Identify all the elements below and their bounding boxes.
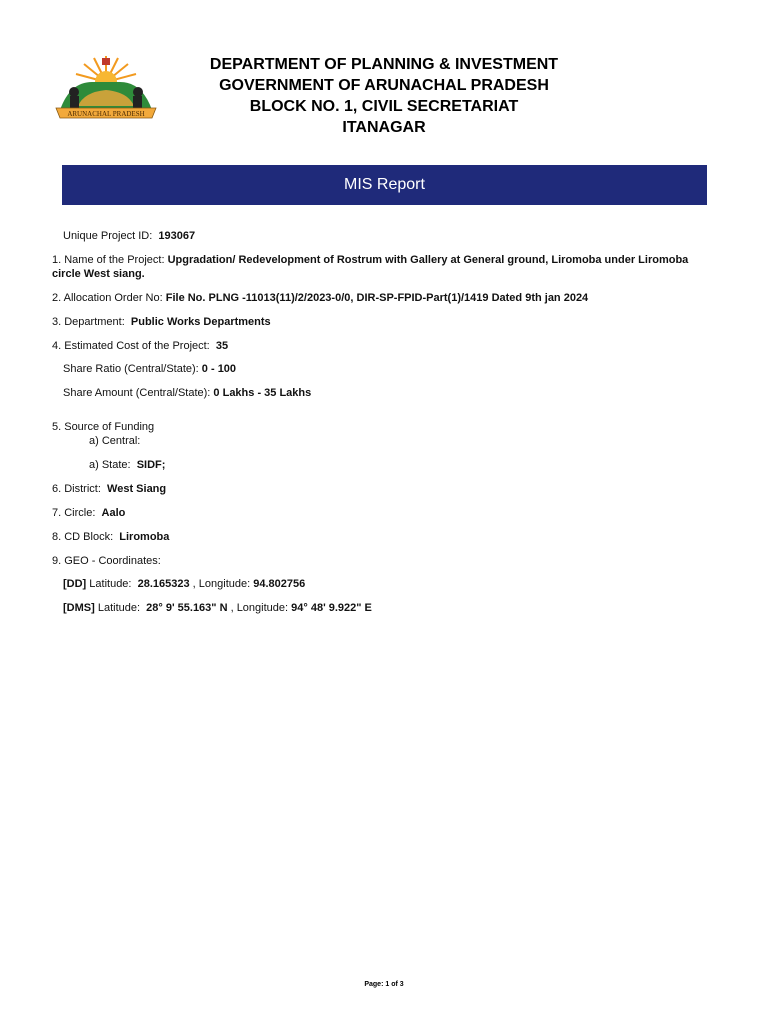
funding-heading <box>52 420 154 434</box>
cost-label: 4. Estimated Cost of the Project: <box>52 340 210 352</box>
geo-dms-lon-label: , Longitude: <box>230 602 289 614</box>
geo-heading <box>52 554 161 568</box>
report-banner <box>62 165 707 205</box>
project-name-row <box>52 253 712 281</box>
central-funding-label: a) Central: <box>89 435 141 447</box>
department-heading <box>160 54 608 138</box>
share-ratio-value: 0 - 100 <box>201 363 237 375</box>
geo-dd-lat-value: 28.165323 <box>137 578 190 590</box>
allocation-label: 2. Allocation Order No: <box>52 292 163 304</box>
heading-line-department: DEPARTMENT OF PLANNING & INVESTMENT <box>209 56 559 73</box>
geo-dd-tag: [DD] <box>63 578 87 590</box>
circle-value: Aalo <box>101 507 126 519</box>
project-id-row <box>63 229 195 243</box>
geo-dd-lat-label: Latitude: <box>89 578 132 590</box>
share-amount-row <box>63 386 311 400</box>
project-name-value: Upgradation/ Redevelopment of Rostrum with Gallery at General ground, Liromoba under Liromoba circle West siang. <box>52 254 689 280</box>
district-row <box>52 482 166 496</box>
heading-line-address: BLOCK NO. 1, CIVIL SECRETARIAT <box>249 98 519 115</box>
cost-value: 35 <box>215 340 229 352</box>
geo-dms-lat-label: Latitude: <box>97 602 141 614</box>
circle-row <box>52 506 125 520</box>
circle-label: 7. Circle: <box>52 507 96 519</box>
heading-line-city: ITANAGAR <box>342 119 426 136</box>
geo-dms-row <box>63 601 372 615</box>
geo-dd-lon-label: , Longitude: <box>192 578 251 590</box>
project-id-value: 193067 <box>158 230 196 242</box>
district-label: 6. District: <box>52 483 101 495</box>
geo-dd-lon-value: 94.802756 <box>253 578 306 590</box>
geo-dms-tag: [DMS] <box>63 602 95 614</box>
allocation-value: File No. PLNG -11013(11)/2/2023-0/0, DIR-SP-FPID-Part(1)/1419 Dated 9th jan 2024 <box>165 292 589 304</box>
district-value: West Siang <box>107 483 167 495</box>
state-funding-row <box>89 458 165 472</box>
report-title: MIS Report <box>344 176 425 193</box>
state-funding-value: SIDF; <box>136 459 166 471</box>
state-funding-label: a) State: <box>89 459 131 471</box>
funding-label: 5. Source of Funding <box>52 421 155 433</box>
share-ratio-label: Share Ratio (Central/State): <box>63 363 199 375</box>
department-label: 3. Department: <box>52 316 125 328</box>
state-emblem-logo <box>52 52 160 122</box>
cd-block-row <box>52 530 169 544</box>
geo-label: 9. GEO - Coordinates: <box>52 555 161 567</box>
svg-text:ARUNACHAL PRADESH: ARUNACHAL PRADESH <box>67 110 145 118</box>
share-ratio-row <box>63 362 236 376</box>
cost-row <box>52 339 228 353</box>
heading-line-government: GOVERNMENT OF ARUNACHAL PRADESH <box>219 77 549 94</box>
department-value: Public Works Departments <box>130 316 271 328</box>
share-amount-label: Share Amount (Central/State): <box>63 387 211 399</box>
central-funding-row <box>89 434 140 448</box>
department-row <box>52 315 271 329</box>
project-name-label: 1. Name of the Project: <box>52 254 165 266</box>
share-amount-value: 0 Lakhs - 35 Lakhs <box>213 387 312 399</box>
allocation-row <box>52 291 588 305</box>
page-number: Page: 1 of 3 <box>364 981 404 988</box>
project-id-label: Unique Project ID: <box>63 230 153 242</box>
geo-dd-row <box>63 577 305 591</box>
geo-dms-lat-value: 28° 9' 55.163" N <box>146 602 228 614</box>
geo-dms-lon-value: 94° 48' 9.922" E <box>291 602 372 614</box>
cd-block-value: Liromoba <box>119 531 170 543</box>
cd-block-label: 8. CD Block: <box>52 531 114 543</box>
